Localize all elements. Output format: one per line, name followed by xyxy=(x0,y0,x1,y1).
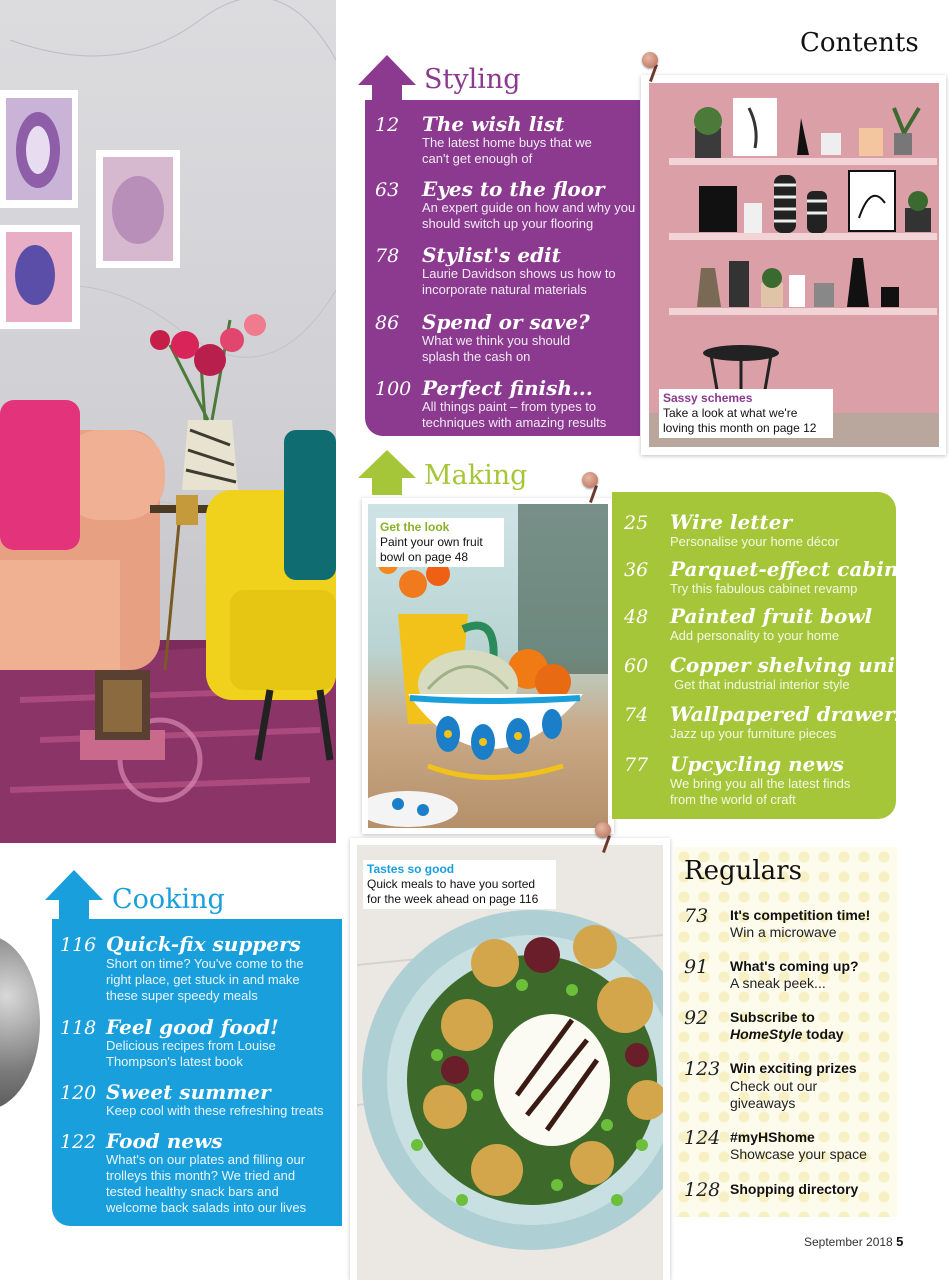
cooking-item-desc: What's on our plates and filling our trolleys this month? We tried and tested healthy snack bars and welcome back salads into our lives xyxy=(106,1152,307,1215)
making-item-number: 25 xyxy=(624,512,649,534)
regulars-item-number: 123 xyxy=(684,1058,721,1080)
regulars-item-number: 92 xyxy=(684,1007,709,1029)
cooking-item-desc: Short on time? You've come to the right place, get stuck in and make these super speedy meals xyxy=(106,956,304,1003)
regulars-item-desc: Showcase your space xyxy=(730,1146,867,1162)
cooking-item-number: 118 xyxy=(60,1017,97,1039)
caption-text: Take a look at what we're loving this month on page 12 xyxy=(663,406,817,435)
cooking-item-desc: Keep cool with these refreshing treats xyxy=(106,1103,324,1118)
living-room-illustration xyxy=(0,0,336,843)
making-item-desc: Get that industrial interior style xyxy=(674,677,850,692)
making-item-number: 60 xyxy=(624,655,649,677)
cooking-panel xyxy=(52,919,342,1226)
regulars-item-number: 73 xyxy=(684,905,709,927)
styling-item-desc: The latest home buys that we can't get enough of xyxy=(422,135,592,166)
regulars-item-title: #myHShome xyxy=(730,1129,815,1145)
styling-item-number: 63 xyxy=(375,179,400,201)
cooking-item-number: 116 xyxy=(60,934,97,956)
cooking-item-desc: Delicious recipes from Louise Thompson's latest book xyxy=(106,1038,276,1069)
sassy-schemes-caption xyxy=(659,389,833,438)
living-room-photo xyxy=(0,0,336,843)
page-title: Contents xyxy=(800,28,919,58)
cooking-arrow-icon xyxy=(45,870,103,900)
making-panel xyxy=(612,492,921,819)
making-item-number: 74 xyxy=(624,704,649,726)
making-item-number: 48 xyxy=(624,606,649,628)
making-item-title: Wallpapered drawers xyxy=(670,702,906,726)
cooking-item-title: Quick-fix suppers xyxy=(106,932,301,956)
styling-item-desc: All things paint – from types to techniques with amazing results xyxy=(422,399,607,430)
making-item-title: Copper shelving unit xyxy=(670,653,905,677)
making-item-desc: Personalise your home décor xyxy=(670,534,840,549)
regulars-item-title: What's coming up? xyxy=(730,958,859,974)
styling-item-title: Spend or save? xyxy=(422,310,590,334)
regulars-item-title-line2 xyxy=(730,1026,844,1042)
styling-item-title: Perfect finish... xyxy=(422,376,593,400)
making-item-desc: Jazz up your furniture pieces xyxy=(670,726,837,741)
styling-arrow-icon xyxy=(358,55,416,85)
styling-item-title: Eyes to the floor xyxy=(422,177,605,201)
making-item-number: 36 xyxy=(624,559,649,581)
cooking-arrow-stem xyxy=(59,899,89,921)
regulars-item-number: 91 xyxy=(684,956,709,978)
caption-title: Tastes so good xyxy=(367,862,455,876)
styling-item-desc: What we think you should splash the cash on xyxy=(422,333,571,364)
regulars-item-number: 128 xyxy=(684,1179,721,1201)
regulars-item-title: It's competition time! xyxy=(730,907,871,923)
regulars-item-title: Win exciting prizes xyxy=(730,1060,857,1076)
regulars-item-number: 124 xyxy=(684,1127,721,1149)
tastes-so-good-caption xyxy=(363,860,556,909)
making-item-number: 77 xyxy=(624,754,649,776)
styling-item-desc: Laurie Davidson shows us how to incorporate natural materials xyxy=(422,266,616,297)
page-number: 5 xyxy=(896,1234,904,1249)
styling-item-number: 78 xyxy=(375,245,400,267)
caption-text: Quick meals to have you sorted for the week ahead on page 116 xyxy=(367,877,539,906)
styling-section-title: Styling xyxy=(424,64,521,95)
issue-date: September 2018 xyxy=(804,1235,893,1249)
making-item-desc: Add personality to your home xyxy=(670,628,840,643)
styling-panel xyxy=(365,100,640,436)
cooking-item-title: Sweet summer xyxy=(106,1080,271,1104)
regulars-item-desc: Check out our giveaways xyxy=(730,1078,818,1111)
caption-text: Paint your own fruit bowl on page 48 xyxy=(380,535,483,564)
salad-photo xyxy=(357,845,663,1280)
cooking-section-title: Cooking xyxy=(112,884,225,915)
regulars-section-title: Regulars xyxy=(684,856,802,886)
homestyle-brand: HomeStyle xyxy=(730,1026,803,1042)
making-item-title: Parquet-effect cabinet xyxy=(670,557,921,581)
cooking-item-number: 122 xyxy=(60,1131,97,1153)
making-item-desc: Try this fabulous cabinet revamp xyxy=(670,581,858,596)
caption-title: Get the look xyxy=(380,520,450,534)
styling-item-title: The wish list xyxy=(422,112,565,136)
salad-illustration xyxy=(357,845,663,1280)
pushpin-icon xyxy=(642,52,658,68)
styling-item-number: 100 xyxy=(375,378,412,400)
regulars-item-title: Shopping directory xyxy=(730,1181,859,1197)
caption-title: Sassy schemes xyxy=(663,391,753,405)
making-section-title: Making xyxy=(424,460,528,491)
making-item-title: Painted fruit bowl xyxy=(670,604,873,628)
cooking-item-title: Food news xyxy=(106,1129,223,1153)
title-tail: today xyxy=(802,1026,844,1042)
regulars-item-desc: A sneak peek... xyxy=(730,975,826,991)
styling-item-number: 12 xyxy=(375,114,400,136)
making-arrow-icon xyxy=(358,450,416,478)
regulars-item-title: Subscribe to xyxy=(730,1009,815,1025)
making-item-title: Upcycling news xyxy=(670,752,844,776)
making-item-title: Wire letter xyxy=(670,510,792,534)
styling-item-number: 86 xyxy=(375,312,400,334)
get-the-look-caption xyxy=(376,518,504,567)
styling-item-desc: An expert guide on how and why you should switch up your flooring xyxy=(422,200,636,231)
cooking-item-number: 120 xyxy=(60,1082,97,1104)
styling-item-title: Stylist's edit xyxy=(422,243,561,267)
regulars-item-desc: Win a microwave xyxy=(730,924,837,940)
making-arrow-stem xyxy=(372,477,402,495)
pushpin-icon xyxy=(595,822,611,838)
cooking-item-title: Feel good food! xyxy=(106,1015,279,1039)
metal-sphere-decoration xyxy=(0,935,40,1110)
pushpin-icon xyxy=(582,472,598,488)
page-footer xyxy=(804,1234,903,1249)
making-item-desc: We bring you all the latest finds from the world of craft xyxy=(670,776,851,807)
